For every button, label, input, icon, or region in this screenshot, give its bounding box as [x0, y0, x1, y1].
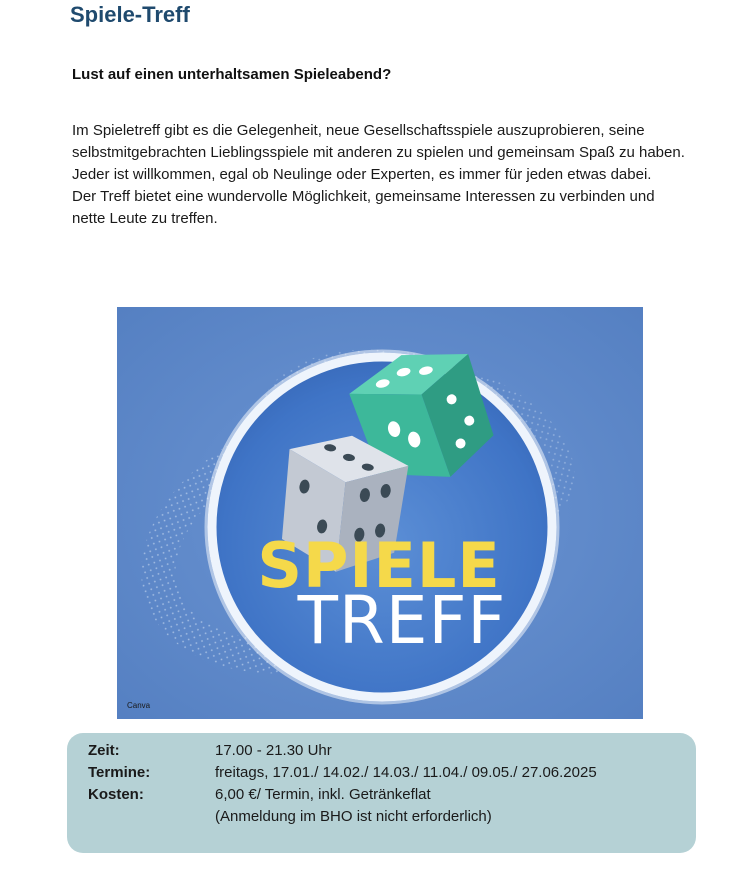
registration-note: (Anmeldung im BHO ist nicht erforderlich) [215, 808, 492, 825]
logo-word-treff: TREFF [297, 582, 507, 659]
time-value: 17.00 - 21.30 Uhr [215, 742, 332, 759]
time-label: Zeit: [88, 742, 120, 759]
spiele-treff-illustration [117, 307, 643, 719]
logo-word-spiele: SPIELE [257, 529, 501, 602]
page-title: Spiele-Treff [70, 2, 190, 27]
image-credit: Canva [127, 701, 151, 710]
dates-value: freitags, 17.01./ 14.02./ 14.03./ 11.04./ 09.05./ 27.06.2025 [215, 764, 597, 781]
intro-paragraph: Im Spieletreff gibt es die Gelegenheit, neue Gesellschaftsspiele auszuprobieren, seine selbstmitgebrachten Lieblingsspiele mit anderen zu spielen und gemeinsam Spaß zu haben. [72, 122, 685, 161]
cost-value: 6,00 €/ Termin, inkl. Getränkeflat [215, 786, 431, 803]
intro-paragraph: Der Treff bietet eine wundervolle Möglichkeit, gemeinsame Interessen zu verbinden und nette Leute zu treffen. [72, 188, 655, 227]
event-info-box [67, 733, 696, 853]
intro-paragraph: Jeder ist willkommen, egal ob Neulinge oder Experten, es immer für jeden etwas dabei. [72, 166, 652, 183]
cost-label: Kosten: [88, 786, 144, 803]
dates-label: Termine: [88, 764, 151, 781]
intro-text [72, 120, 692, 230]
intro-subtitle: Lust auf einen unterhaltsamen Spieleabend? [72, 66, 392, 83]
